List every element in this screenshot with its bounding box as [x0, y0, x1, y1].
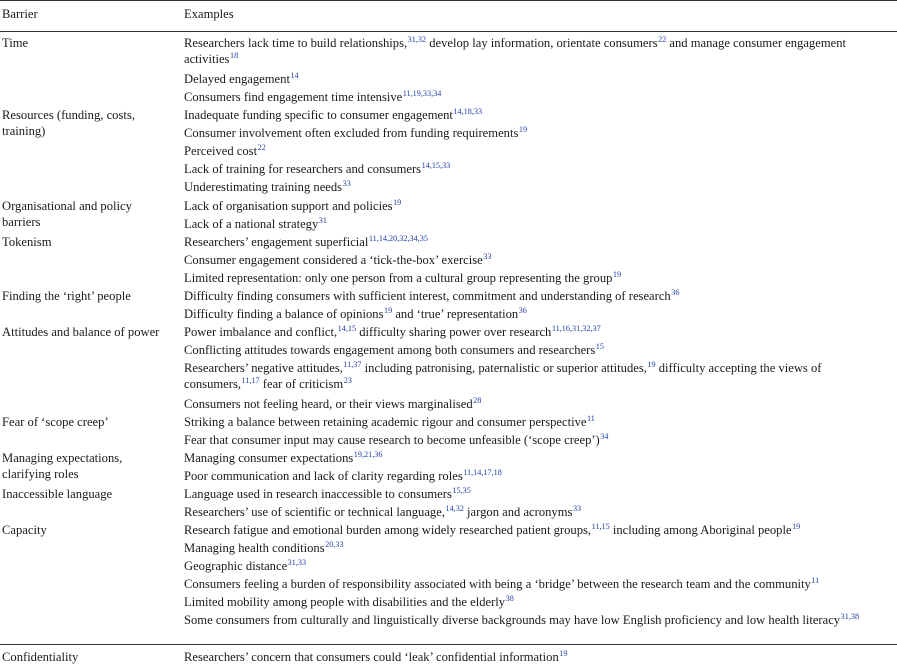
reference-superscript: 19 — [647, 360, 656, 369]
reference-superscript: 19 — [559, 649, 568, 658]
example-cell: Inadequate funding specific to consumer engagement$^{14,18,33}$ — [184, 107, 483, 122]
example-cell: Consumers not feeling heard, or their views marginalised$^{28}$ — [184, 396, 482, 411]
example-cell: Difficulty finding a balance of opinions$^{19}$ and ‘true’ representation$^{36}$ — [184, 306, 527, 321]
example-cell: Difficulty finding consumers with sufficient interest, commitment and understanding of research$^{36}$ — [184, 288, 680, 303]
barrier-cell: Time — [2, 36, 29, 50]
reference-superscript: 15,35 — [452, 486, 471, 495]
example-cell: Researchers’ concern that consumers could ‘leak’ confidential information$^{19}$ — [184, 649, 568, 664]
reference-superscript: 36 — [518, 306, 527, 315]
reference-superscript: 14,15 — [337, 324, 357, 333]
example-cell: Researchers’ engagement superficial$^{11,14,20,32,34,35}$ — [184, 234, 428, 249]
table-top-rule — [0, 0, 897, 1]
reference-superscript: 33 — [572, 504, 582, 513]
reference-superscript: 11,16,31,32,37 — [551, 324, 601, 333]
reference-superscript: 11,17 — [241, 375, 260, 385]
reference-superscript: 31,32 — [407, 35, 427, 44]
reference-superscript: 11 — [586, 414, 595, 423]
barrier-cell: Attitudes and balance of power — [2, 325, 160, 339]
body-bottom-rule — [0, 644, 897, 645]
reference-superscript: 38 — [505, 594, 514, 603]
reference-superscript: 11,14,17,18 — [463, 468, 502, 477]
reference-superscript: 19 — [518, 125, 528, 134]
reference-superscript: 31,38 — [840, 612, 860, 621]
reference-superscript: 15 — [595, 342, 604, 351]
barrier-cell: Fear of ‘scope creep’ — [2, 415, 109, 429]
reference-superscript: 20,33 — [325, 540, 344, 549]
reference-superscript: 19,21,36 — [353, 450, 383, 459]
reference-superscript: 11 — [811, 576, 820, 585]
reference-superscript: 14,18,33 — [453, 107, 483, 116]
reference-superscript: 28 — [473, 396, 482, 405]
reference-superscript: 33 — [483, 252, 492, 261]
reference-superscript: 14,32 — [445, 504, 464, 513]
reference-superscript: 22 — [658, 35, 667, 44]
example-cell: Lack of a national strategy$^{31}$ — [184, 216, 327, 231]
reference-superscript: 23 — [343, 375, 352, 385]
example-cell: Researchers’ use of scientific or technical language,$^{14,32}$ jargon and acronyms$^{33}$ — [184, 504, 582, 519]
barrier-cell: Resources (funding, costs, training) — [2, 108, 135, 138]
example-cell: Language used in research inaccessible to consumers$^{15,35}$ — [184, 486, 471, 501]
reference-superscript: 11,14,20,32,34,35 — [368, 234, 428, 243]
reference-superscript: 22 — [257, 143, 266, 152]
example-cell: Consumer involvement often excluded from funding requirements$^{19}$ — [184, 125, 528, 140]
header-rule — [0, 31, 897, 32]
reference-superscript: 18 — [229, 50, 239, 60]
barrier-cell: Capacity — [2, 523, 47, 537]
reference-superscript: 31,33 — [287, 558, 307, 567]
example-cell: Perceived cost$^{22}$ — [184, 143, 266, 158]
example-cell: Striking a balance between retaining academic rigour and consumer perspective$^{11}$ — [184, 414, 595, 429]
reference-superscript: 11,15 — [591, 522, 610, 531]
example-cell: Lack of organisation support and policies$^{19}$ — [184, 198, 402, 213]
example-cell: Geographic distance$^{31,33}$ — [184, 558, 307, 573]
barrier-cell: Confidentiality — [2, 650, 79, 664]
reference-superscript: 34 — [600, 432, 609, 441]
example-cell: Consumers find engagement time intensive$^{11,19,33,34}$ — [184, 89, 442, 104]
reference-superscript: 33 — [342, 179, 351, 188]
example-cell: Limited representation: only one person from a cultural group representing the group$^{19}$ — [184, 270, 622, 285]
reference-superscript: 11,19,33,34 — [402, 89, 442, 98]
example-cell: Consumer engagement considered a ‘tick-the-box’ exercise$^{33}$ — [184, 252, 492, 267]
example-cell: Consumers feeling a burden of responsibility associated with being a ‘bridge’ between the research team and the community$^{11}$ — [184, 576, 820, 591]
reference-superscript: 36 — [671, 288, 680, 297]
reference-superscript: 31 — [318, 216, 327, 225]
example-cell: Fear that consumer input may cause research to become unfeasible (‘scope creep’)$^{34}$ — [184, 432, 609, 447]
reference-superscript: 19 — [612, 270, 622, 279]
reference-superscript: 11,37 — [343, 360, 362, 369]
barrier-cell: Finding the ‘right’ people — [2, 289, 131, 303]
reference-superscript: 14 — [290, 71, 299, 80]
example-cell: Underestimating training needs$^{33}$ — [184, 179, 351, 194]
example-cell: Some consumers from culturally and linguistically diverse backgrounds may have low English proficiency and low health literacy$^{31,38}$ — [184, 612, 860, 627]
column-header-examples: Examples — [184, 7, 234, 21]
example-cell: Researchers’ negative attitudes,$^{11,37}$ including patronising, paternalistic or superior attitudes,$^{19}$ difficulty accepting the views of consumers,$^{11,17}$ fear of criticism$^{23}$ — [184, 360, 822, 391]
example-cell: Research fatigue and emotional burden among widely researched patient groups,$^{11,15}$ including among Aboriginal people$^{19}$ — [184, 522, 801, 537]
barrier-cell: Inaccessible language — [2, 487, 113, 501]
reference-superscript: 19 — [383, 306, 393, 315]
example-cell: Power imbalance and conflict,$^{14,15}$ difficulty sharing power over research$^{11,16,31,32,37}$ — [184, 324, 601, 339]
column-header-barrier: Barrier — [2, 7, 38, 21]
example-cell: Lack of training for researchers and consumers$^{14,15,33}$ — [184, 161, 451, 176]
example-cell: Researchers lack time to build relationships,$^{31,32}$ develop lay information, orientate consumers$^{22}$ and manage consumer engagement activities$^{18}$ — [184, 35, 847, 66]
example-cell: Limited mobility among people with disabilities and the elderly$^{38}$ — [184, 594, 514, 609]
example-cell: Poor communication and lack of clarity regarding roles$^{11,14,17,18}$ — [184, 468, 502, 483]
barrier-cell: Tokenism — [2, 235, 52, 249]
reference-superscript: 19 — [792, 522, 801, 531]
barrier-cell: Managing expectations, clarifying roles — [2, 451, 123, 481]
reference-superscript: 19 — [393, 198, 402, 207]
example-cell: Delayed engagement$^{14}$ — [184, 71, 299, 86]
example-cell: Managing health conditions$^{20,33}$ — [184, 540, 344, 555]
example-cell: Conflicting attitudes towards engagement among both consumers and researchers$^{15}$ — [184, 342, 604, 357]
reference-superscript: 14,15,33 — [421, 161, 451, 170]
example-cell: Managing consumer expectations$^{19,21,36}$ — [184, 450, 383, 465]
barrier-cell: Organisational and policy barriers — [2, 199, 132, 229]
